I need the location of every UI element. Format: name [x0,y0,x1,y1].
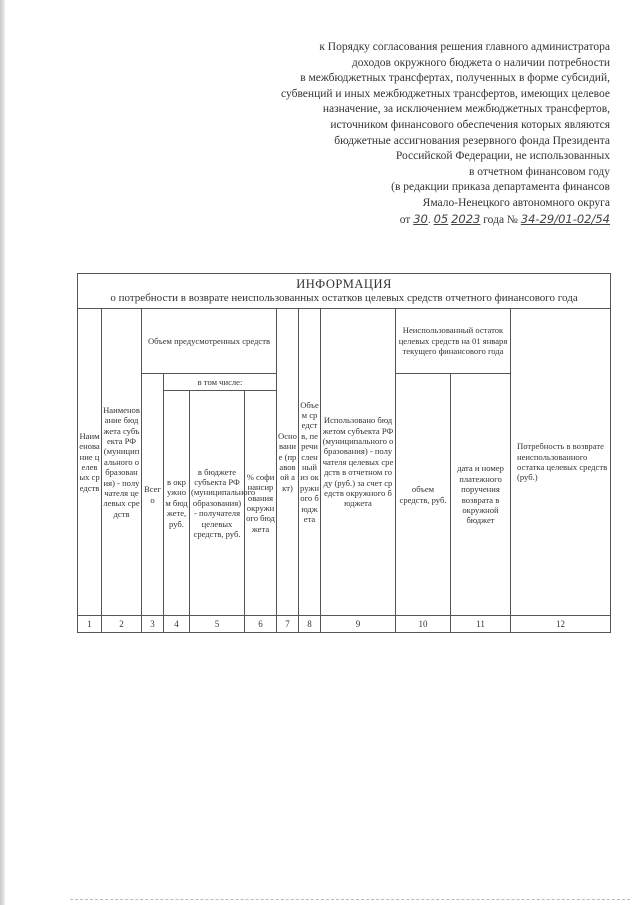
col-header-4: в окружном бюджете, руб. [164,391,190,616]
col-header-10: объем средств, руб. [396,374,451,616]
header-line: (в редакции приказа департамента финансов [391,181,610,194]
header-line: Ямало-Ненецкого автономного округа [422,196,610,209]
col-header-2: Наименование бюджета субъекта РФ (муниципального образования) - получателя целевых средств [102,309,142,616]
col-header-8: Объем средств, перечисленный из окружного бюджета [299,309,321,616]
col-header-3: Всего [142,374,164,616]
info-table [77,273,610,633]
col-header-9: Использовано бюджетом субъекта РФ (муниципального образования) - получателя целевых средств в отчетном году (руб.) за счет средств окружного бюджета [321,309,396,616]
header-line: источником финансового обеспечения которых являются [330,118,610,131]
column-number: 2 [102,616,142,633]
column-number: 8 [299,616,321,633]
order-date-line: от 30. 05 2023 года № 34-29/01-02/54 [399,211,610,226]
unused-group-header: Неиспользованный остаток целевых средств на 01 января текущего финансового года [396,309,511,374]
table-subtitle: о потребности в возврате неиспользованных остатков целевых средств отчетного финансового года [110,292,578,304]
header-line: к Порядку согласования решения главного администратора [319,41,610,53]
scan-edge [0,0,5,905]
column-number: 5 [190,616,245,633]
date-prefix: от [399,213,411,226]
col-header-12: Потребность в возврате неиспользованного остатка целевых средств (руб.) [511,309,611,616]
column-number: 7 [277,616,299,633]
col-header-6: % софинансирования окружного бюджета [245,391,277,616]
column-number: 6 [245,616,277,633]
header-line: Российской Федерации, не использованных [395,150,610,163]
header-line: в межбюджетных трансфертах, полученных в форме субсидий, [300,72,610,85]
volume-group-header: Объем предусмотренных средств [142,309,277,374]
column-number: 4 [164,616,190,633]
column-number: 1 [78,616,102,633]
date-month: 05 [433,211,449,226]
document-header [190,40,610,228]
header-line: назначение, за исключением межбюджетных трансфертов, [322,103,610,116]
col-header-11: дата и номер платежного поручения возврата в окружной бюджет [451,374,511,616]
header-line: бюджетные ассигнования резервного фонда Президента [334,134,610,147]
header-line: субвенций и иных межбюджетных трансфертов, имеющих целевое [281,87,610,100]
column-number: 3 [142,616,164,633]
incl-header: в том числе: [164,374,277,391]
year-suffix: года № [483,213,518,226]
header-line: доходов окружного бюджета о наличии потребности [351,56,610,69]
header-line: в отчетном финансовом году [468,165,610,178]
column-number: 9 [321,616,396,633]
table-title: ИНФОРМАЦИЯ [296,277,392,291]
col-header-7: Основание (правовой акт) [277,309,299,616]
date-day: 30 [413,211,428,226]
date-year: 2023 [451,211,481,226]
col-header-5: в бюджете субъекта РФ (муниципального образования) - получателя целевых средств, руб. [190,391,245,616]
scan-bottom-edge [70,899,630,901]
order-number: 34-29/01-02/54 [520,211,610,226]
col-header-1: Наименование целевых средств [78,309,102,616]
column-number: 12 [511,616,611,633]
table-title-cell [78,274,611,309]
column-number: 11 [451,616,511,633]
column-number: 10 [396,616,451,633]
